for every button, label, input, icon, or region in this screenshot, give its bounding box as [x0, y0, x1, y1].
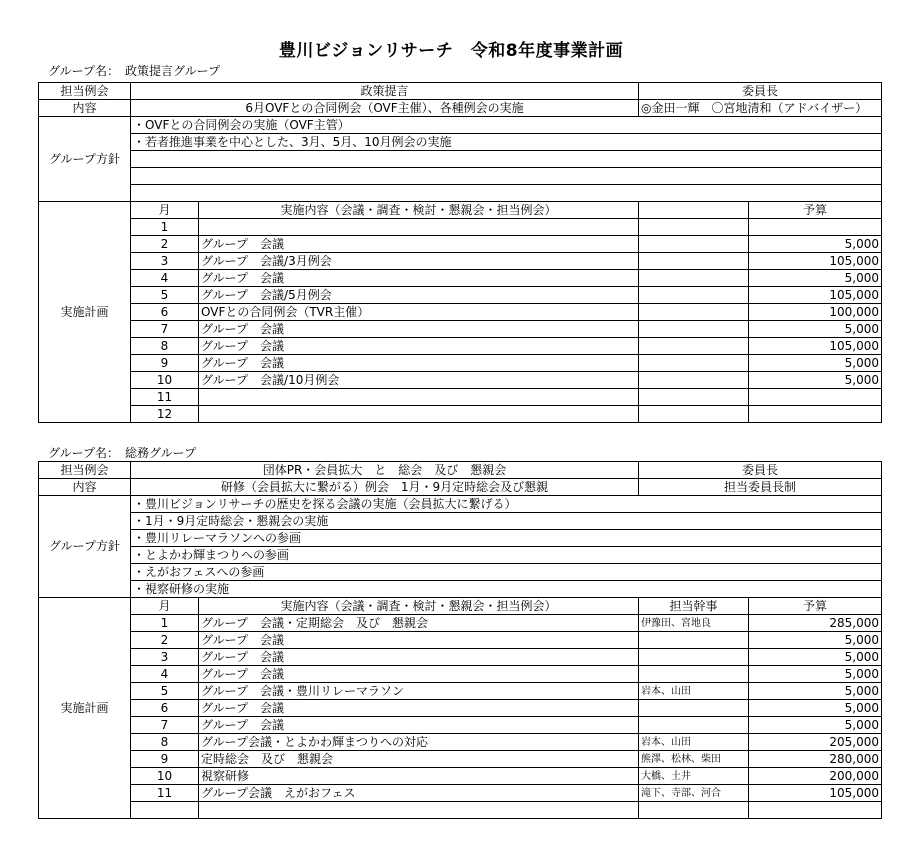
staff-cell	[639, 389, 749, 406]
plan-label-cell	[39, 372, 131, 389]
month-cell: 6	[131, 304, 199, 321]
policy-line: ・豊川リレーマラソンへの参画	[131, 530, 882, 547]
plan-row	[39, 649, 882, 666]
plan-label-cell	[39, 406, 131, 423]
chair-label: 委員長	[639, 83, 882, 100]
plan-row	[39, 338, 882, 355]
content-cell: OVFとの合同例会（TVR主催）	[199, 304, 639, 321]
policy-row	[39, 168, 882, 185]
month-cell: 1	[131, 219, 199, 236]
budget-cell: 5,000	[749, 666, 882, 683]
content-cell: グループ 会議	[199, 666, 639, 683]
plan-label: 実施計画	[39, 700, 131, 717]
budget-cell: 5,000	[749, 700, 882, 717]
plan-label-cell	[39, 666, 131, 683]
staff-cell	[639, 406, 749, 423]
content-cell: グループ 会議/3月例会	[199, 253, 639, 270]
month-cell: 10	[131, 372, 199, 389]
month-cell: 4	[131, 270, 199, 287]
staff-cell	[639, 666, 749, 683]
month-cell: 5	[131, 287, 199, 304]
content-cell	[199, 406, 639, 423]
plan-label-top	[39, 598, 131, 615]
budget-cell: 5,000	[749, 321, 882, 338]
plan-label-cell	[39, 615, 131, 632]
policy-line: ・若者推進事業を中心とした、3月、5月、10月例会の実施	[131, 134, 882, 151]
budget-cell: 285,000	[749, 615, 882, 632]
month-cell: 9	[131, 751, 199, 768]
staff-cell	[639, 219, 749, 236]
plan-label-cell	[39, 355, 131, 372]
plan-label-cell	[39, 253, 131, 270]
plan-row	[39, 236, 882, 253]
staff-cell	[639, 802, 749, 819]
content-cell: 視察研修	[199, 768, 639, 785]
budget-cell: 5,000	[749, 355, 882, 372]
content-cell: グループ 会議/5月例会	[199, 287, 639, 304]
col-month: 月	[131, 202, 199, 219]
policy-line: ・豊川ビジョンリサーチの歴史を探る会議の実施（会員拡大に繋げる）	[131, 496, 882, 513]
chair-value: ◎金田一輝 〇宮地清和（アドバイザー）	[639, 100, 882, 117]
budget-cell: 5,000	[749, 632, 882, 649]
month-cell: 3	[131, 649, 199, 666]
budget-cell	[749, 219, 882, 236]
policy-line: ・とよかわ輝まつりへの参画	[131, 547, 882, 564]
content-cell	[199, 802, 639, 819]
staff-cell: 岩本、山田	[639, 734, 749, 751]
chair-value: 担当委員長制	[639, 479, 882, 496]
tantou-row	[39, 462, 882, 479]
plan-row	[39, 717, 882, 734]
staff-cell	[639, 372, 749, 389]
month-cell: 12	[131, 406, 199, 423]
budget-cell: 5,000	[749, 372, 882, 389]
naiyou-row	[39, 100, 882, 117]
content-cell: 定時総会 及び 懇親会	[199, 751, 639, 768]
plan-row	[39, 734, 882, 751]
staff-cell	[639, 700, 749, 717]
page-title: 豊川ビジョンリサーチ 令和8年度事業計画	[278, 41, 624, 61]
plan-header-row	[39, 202, 882, 219]
plan-row	[39, 219, 882, 236]
budget-cell: 5,000	[749, 236, 882, 253]
content-cell: グループ 会議	[199, 717, 639, 734]
month-cell: 6	[131, 700, 199, 717]
plan-label-top	[39, 202, 131, 219]
plan-row	[39, 802, 882, 819]
plan-label-cell	[39, 219, 131, 236]
month-cell: 7	[131, 717, 199, 734]
policy-row	[39, 547, 882, 564]
budget-cell	[749, 406, 882, 423]
content-cell: グループ 会議	[199, 236, 639, 253]
budget-cell: 200,000	[749, 768, 882, 785]
budget-cell: 105,000	[749, 785, 882, 802]
staff-cell	[639, 304, 749, 321]
plan-row	[39, 785, 882, 802]
content-cell	[199, 389, 639, 406]
month-cell: 1	[131, 615, 199, 632]
content-cell	[199, 219, 639, 236]
plan-label-cell	[39, 785, 131, 802]
col-content: 実施内容（会議・調査・検討・懇親会・担当例会）	[199, 202, 639, 219]
budget-cell: 105,000	[749, 287, 882, 304]
month-cell: 7	[131, 321, 199, 338]
policy-label: グループ方針	[39, 117, 131, 202]
plan-label-cell	[39, 389, 131, 406]
content-cell: グループ 会議	[199, 270, 639, 287]
budget-cell	[749, 389, 882, 406]
month-cell	[131, 802, 199, 819]
policy-row	[39, 530, 882, 547]
content-cell: グループ 会議・定期総会 及び 懇親会	[199, 615, 639, 632]
plan-label-cell	[39, 768, 131, 785]
policy-line: ・OVFとの合同例会の実施（OVF主管）	[131, 117, 882, 134]
month-cell: 3	[131, 253, 199, 270]
staff-cell: 滝下、寺部、河合	[639, 785, 749, 802]
staff-cell	[639, 649, 749, 666]
content-cell: グループ会議 えがおフェス	[199, 785, 639, 802]
policy-row	[39, 513, 882, 530]
staff-cell: 伊豫田、宮地良	[639, 615, 749, 632]
plan-row	[39, 304, 882, 321]
policy-line	[131, 151, 882, 168]
staff-cell	[639, 287, 749, 304]
plan-label-cell	[39, 287, 131, 304]
month-cell: 2	[131, 236, 199, 253]
col-content: 実施内容（会議・調査・検討・懇親会・担当例会）	[199, 598, 639, 615]
col-staff	[639, 202, 749, 219]
budget-cell: 5,000	[749, 649, 882, 666]
month-cell: 11	[131, 389, 199, 406]
staff-cell	[639, 253, 749, 270]
plan-header-row	[39, 598, 882, 615]
plan-row	[39, 615, 882, 632]
naiyou-row	[39, 479, 882, 496]
budget-cell	[749, 802, 882, 819]
tantou-row	[39, 83, 882, 100]
plan-row	[39, 253, 882, 270]
plan-label-cell	[39, 649, 131, 666]
chair-label: 委員長	[639, 462, 882, 479]
plan-row	[39, 751, 882, 768]
budget-cell: 5,000	[749, 717, 882, 734]
plan-label-cell	[39, 338, 131, 355]
tantou-value: 団体PR・会員拡大 と 総会 及び 懇親会	[131, 462, 639, 479]
plan-row	[39, 632, 882, 649]
staff-cell	[639, 270, 749, 287]
policy-row	[39, 581, 882, 598]
content-cell: グループ会議・とよかわ輝まつりへの対応	[199, 734, 639, 751]
tantou-value: 政策提言	[131, 83, 639, 100]
policy-row	[39, 151, 882, 168]
budget-cell: 5,000	[749, 270, 882, 287]
plan-label-cell	[39, 270, 131, 287]
plan-row	[39, 666, 882, 683]
staff-cell	[639, 236, 749, 253]
plan-row	[39, 406, 882, 423]
group-name-policy: グループ名： 政策提言グループ	[48, 64, 221, 78]
plan-row	[39, 321, 882, 338]
plan-label-cell	[39, 321, 131, 338]
plan-label-cell	[39, 802, 131, 819]
plan-label-cell	[39, 236, 131, 253]
content-cell: グループ 会議	[199, 649, 639, 666]
content-cell: グループ 会議/10月例会	[199, 372, 639, 389]
month-cell: 5	[131, 683, 199, 700]
policy-line	[131, 168, 882, 185]
budget-cell: 105,000	[749, 253, 882, 270]
tantou-label: 担当例会	[39, 83, 131, 100]
plan-row	[39, 355, 882, 372]
policy-line: ・えがおフェスへの参画	[131, 564, 882, 581]
budget-cell: 105,000	[749, 338, 882, 355]
staff-cell	[639, 321, 749, 338]
month-cell: 9	[131, 355, 199, 372]
policy-group-table	[38, 82, 882, 423]
staff-cell: 大橋、土井	[639, 768, 749, 785]
staff-cell	[639, 338, 749, 355]
plan-label-cell	[39, 632, 131, 649]
policy-row	[39, 496, 882, 513]
plan-label-cell	[39, 717, 131, 734]
group-name-general: グループ名： 総務グループ	[48, 446, 197, 460]
staff-cell: 岩本、山田	[639, 683, 749, 700]
staff-cell	[639, 717, 749, 734]
content-cell: グループ 会議	[199, 355, 639, 372]
naiyou-value: 研修（会員拡大に繋がる）例会 1月・9月定時総会及び懇親	[131, 479, 639, 496]
policy-row	[39, 134, 882, 151]
plan-label-cell	[39, 734, 131, 751]
policy-line	[131, 185, 882, 202]
plan-row	[39, 372, 882, 389]
month-cell: 8	[131, 734, 199, 751]
content-cell: グループ 会議	[199, 632, 639, 649]
policy-row	[39, 117, 882, 134]
naiyou-value: 6月OVFとの合同例会（OVF主催）、各種例会の実施	[131, 100, 639, 117]
plan-row	[39, 389, 882, 406]
plan-label-cell	[39, 683, 131, 700]
staff-cell	[639, 355, 749, 372]
plan-label-cell	[39, 751, 131, 768]
plan-row	[39, 700, 882, 717]
plan-row	[39, 287, 882, 304]
col-month: 月	[131, 598, 199, 615]
policy-label: グループ方針	[39, 496, 131, 598]
month-cell: 4	[131, 666, 199, 683]
plan-row	[39, 683, 882, 700]
policy-line: ・視察研修の実施	[131, 581, 882, 598]
plan-row	[39, 768, 882, 785]
policy-line: ・1月・9月定時総会・懇親会の実施	[131, 513, 882, 530]
tantou-label: 担当例会	[39, 462, 131, 479]
content-cell: グループ 会議	[199, 338, 639, 355]
content-cell: グループ 会議	[199, 700, 639, 717]
general-group-table	[38, 461, 882, 819]
staff-cell	[639, 632, 749, 649]
content-cell: グループ 会議・豊川リレーマラソン	[199, 683, 639, 700]
col-staff: 担当幹事	[639, 598, 749, 615]
naiyou-label: 内容	[39, 479, 131, 496]
budget-cell: 280,000	[749, 751, 882, 768]
col-budget: 予算	[749, 598, 882, 615]
budget-cell: 100,000	[749, 304, 882, 321]
policy-row	[39, 564, 882, 581]
naiyou-label: 内容	[39, 100, 131, 117]
policy-row	[39, 185, 882, 202]
month-cell: 2	[131, 632, 199, 649]
budget-cell: 5,000	[749, 683, 882, 700]
month-cell: 10	[131, 768, 199, 785]
month-cell: 11	[131, 785, 199, 802]
plan-label: 実施計画	[39, 304, 131, 321]
month-cell: 8	[131, 338, 199, 355]
plan-row	[39, 270, 882, 287]
content-cell: グループ 会議	[199, 321, 639, 338]
col-budget: 予算	[749, 202, 882, 219]
budget-cell: 205,000	[749, 734, 882, 751]
staff-cell: 熊澤、松林、柴田	[639, 751, 749, 768]
